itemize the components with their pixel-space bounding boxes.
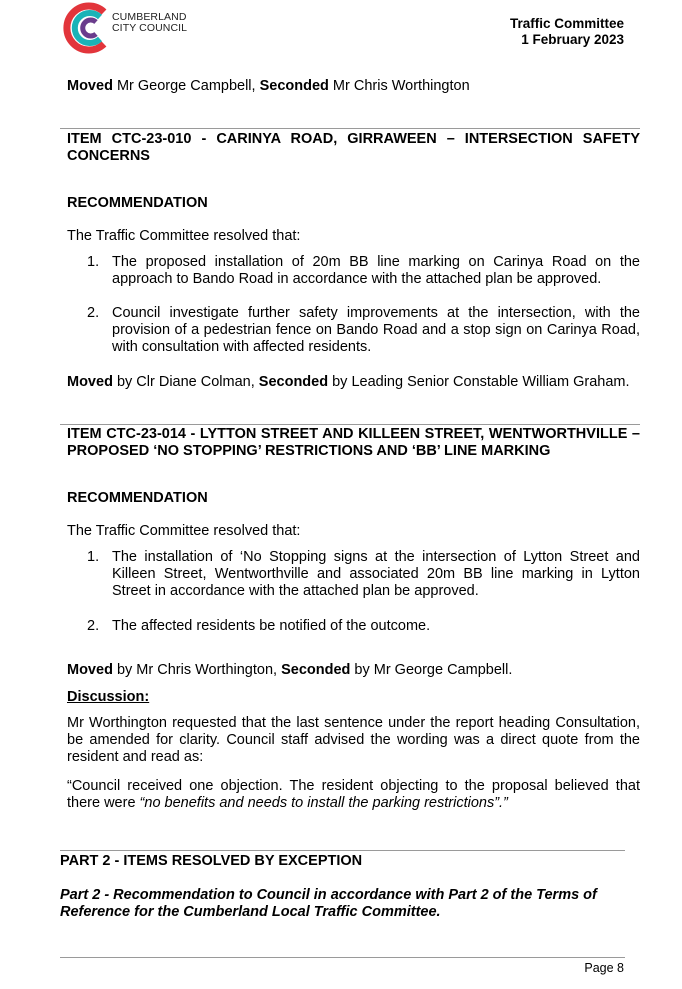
moved-label: Moved	[67, 78, 113, 94]
item1-title: ITEM CTC-23-010 - CARINYA ROAD, GIRRAWEEN – INTERSECTION SAFETY CONCERNS	[67, 131, 640, 164]
item2-intro: The Traffic Committee resolved that:	[67, 523, 301, 539]
discussion-heading: Discussion:	[67, 689, 150, 705]
council-logo	[60, 0, 240, 54]
part2-heading: PART 2 - ITEMS RESOLVED BY EXCEPTION	[60, 853, 363, 869]
list-text: The affected residents be notified of the outcome.	[112, 618, 431, 634]
item2-point-1	[87, 549, 640, 601]
list-number: 1.	[87, 254, 100, 270]
list-number: 1.	[87, 549, 100, 565]
quote-italic: “no benefits and needs to install the parking restrictions”.”	[139, 795, 508, 811]
moved-name: by Clr Diane Colman,	[112, 374, 259, 390]
moved-name: by Mr Chris Worthington,	[112, 662, 282, 678]
footer-rule	[60, 957, 625, 958]
item1-intro: The Traffic Committee resolved that:	[67, 228, 301, 244]
moved-label: Moved	[67, 662, 113, 678]
discussion-text: Mr Worthington requested that the last sentence under the report heading Consultation, be amended for clarity. Council staff advised the wording was a direct quote from the resident and read as:	[67, 715, 640, 765]
item1-motion	[67, 374, 640, 391]
seconded-name: Mr Chris Worthington	[328, 78, 470, 94]
item2-title: ITEM CTC-23-014 - LYTTON STREET AND KILLEEN STREET, WENTWORTHVILLE – PROPOSED ‘NO STOPPING’ RESTRICTIONS AND ‘BB’ LINE MARKING	[67, 426, 640, 459]
list-number: 2.	[87, 305, 100, 321]
council-wordmark-line2: CITY COUNCIL	[112, 22, 188, 34]
quote-plain: “Council received one objection. The resident objecting to the proposal believed that there were	[67, 778, 640, 811]
council-wordmark	[112, 12, 187, 34]
document-header-meta	[510, 16, 624, 48]
seconded-label: Seconded	[259, 78, 329, 94]
list-number: 2.	[87, 618, 100, 634]
item1-point-1	[87, 254, 640, 290]
council-wordmark-line1: CUMBERLAND	[112, 11, 187, 23]
part2-subheading: Part 2 - Recommendation to Council in accordance with Part 2 of the Terms of Reference for the Cumberland Local Traffic Committee.	[60, 887, 597, 920]
section-divider	[60, 128, 640, 129]
page-number: Page 8	[584, 961, 624, 975]
seconded-label: Seconded	[258, 374, 329, 390]
opening-motion	[67, 78, 640, 95]
discussion-quote	[67, 778, 640, 812]
item1-recommendation-heading: RECOMMENDATION	[67, 195, 208, 211]
list-text: The installation of ‘No Stopping signs at the intersection of Lytton Street and Killeen Street, Wentworthville and associated 20m BB line marking in Lytton Street in accordance with the attached plan be approved.	[112, 549, 640, 599]
item1-point-2	[87, 305, 640, 357]
list-text: Council investigate further safety improvements at the intersection, with the provision of a pedestrian fence on Bando Road and a stop sign on Carinya Road, with consultation with affected residents.	[112, 305, 640, 355]
seconded-label: Seconded	[281, 662, 351, 678]
moved-name: Mr George Campbell,	[112, 78, 260, 94]
seconded-name: by Leading Senior Constable William Graham.	[328, 374, 630, 390]
item2-motion	[67, 662, 640, 679]
committee-name: Traffic Committee	[509, 16, 624, 31]
seconded-name: by Mr George Campbell.	[350, 662, 513, 678]
moved-label: Moved	[67, 374, 113, 390]
item2-recommendation-heading: RECOMMENDATION	[67, 490, 208, 506]
council-logo-mark-icon	[60, 0, 112, 54]
meeting-date: 1 February 2023	[521, 32, 624, 47]
item2-point-2	[87, 618, 640, 636]
section-divider	[60, 850, 625, 851]
section-divider	[60, 424, 640, 425]
list-text: The proposed installation of 20m BB line marking on Carinya Road on the approach to Bando Road in accordance with the attached plan be approved.	[112, 254, 640, 287]
